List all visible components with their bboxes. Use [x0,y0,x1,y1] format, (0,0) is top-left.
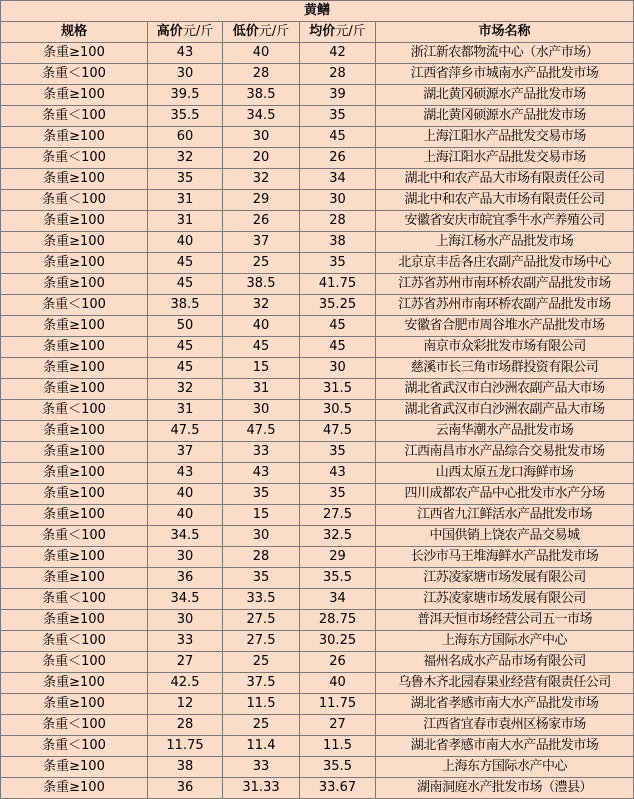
cell-high-price: 47.5 [148,421,223,442]
cell-spec: 条重≥100 [1,43,148,64]
cell-market: 云南华潮水产品批发市场 [376,421,634,442]
header-low-price-unit: 元/斤 [258,24,290,39]
cell-low-price: 35 [223,568,300,589]
cell-high-price: 11.75 [148,736,223,757]
cell-spec: 条重≥100 [1,568,148,589]
cell-low-price: 15 [223,358,300,379]
cell-high-price: 35.5 [148,106,223,127]
cell-avg-price: 40 [300,673,376,694]
cell-avg-price: 35.5 [300,568,376,589]
table-row [1,211,634,232]
cell-low-price: 40 [223,43,300,64]
cell-spec: 条重＜100 [1,631,148,652]
cell-low-price: 30 [223,400,300,421]
cell-high-price: 40 [148,232,223,253]
cell-avg-price: 30 [300,358,376,379]
cell-market: 江苏凌家塘市场发展有限公司 [376,589,634,610]
cell-avg-price: 34 [300,169,376,190]
cell-market: 南京市众彩批发市场有限公司 [376,337,634,358]
cell-low-price: 32 [223,295,300,316]
table-row [1,547,634,568]
cell-avg-price: 43 [300,463,376,484]
cell-low-price: 25 [223,652,300,673]
cell-avg-price: 42 [300,43,376,64]
cell-market: 湖北省孝感市南大水产品批发市场 [376,736,634,757]
table-row [1,358,634,379]
cell-market: 江苏凌家塘市场发展有限公司 [376,568,634,589]
cell-low-price: 28 [223,64,300,85]
table-row [1,148,634,169]
cell-high-price: 12 [148,694,223,715]
cell-spec: 条重＜100 [1,295,148,316]
cell-spec: 条重≥100 [1,358,148,379]
cell-spec: 条重≥100 [1,169,148,190]
cell-high-price: 32 [148,379,223,400]
cell-market: 上海江阳水产品批发交易市场 [376,127,634,148]
table-row [1,379,634,400]
cell-low-price: 20 [223,148,300,169]
cell-avg-price: 35.5 [300,757,376,778]
cell-market: 中国供销上饶农产品交易城 [376,526,634,547]
cell-high-price: 33 [148,631,223,652]
table-row [1,274,634,295]
cell-low-price: 37.5 [223,673,300,694]
cell-spec: 条重≥100 [1,127,148,148]
cell-avg-price: 35 [300,484,376,505]
cell-market: 北京京丰岳各庄农副产品批发市场中心 [376,253,634,274]
cell-spec: 条重≥100 [1,673,148,694]
header-market [376,22,634,43]
cell-spec: 条重＜100 [1,589,148,610]
header-row [1,22,634,43]
table-row [1,127,634,148]
cell-market: 江西南昌市水产品综合交易批发市场 [376,442,634,463]
cell-market: 四川成都农产品中心批发市水产分场 [376,484,634,505]
cell-spec: 条重＜100 [1,715,148,736]
cell-spec: 条重≥100 [1,232,148,253]
table-row [1,106,634,127]
cell-avg-price: 29 [300,547,376,568]
table-body [1,1,634,799]
cell-high-price: 36 [148,568,223,589]
cell-market: 福州名成水产品市场有限公司 [376,652,634,673]
cell-avg-price: 39 [300,85,376,106]
table-row [1,253,634,274]
cell-high-price: 43 [148,463,223,484]
cell-spec: 条重≥100 [1,694,148,715]
cell-high-price: 38.5 [148,295,223,316]
cell-market: 乌鲁木齐北园春果业经营有限责任公司 [376,673,634,694]
table-row [1,694,634,715]
title-row [1,1,634,22]
cell-avg-price: 11.5 [300,736,376,757]
cell-high-price: 36 [148,778,223,799]
cell-spec: 条重＜100 [1,148,148,169]
cell-avg-price: 45 [300,127,376,148]
cell-spec: 条重＜100 [1,106,148,127]
cell-high-price: 40 [148,484,223,505]
cell-high-price: 28 [148,715,223,736]
table-row [1,43,634,64]
cell-market: 江西省宜春市袁州区杨家市场 [376,715,634,736]
cell-high-price: 31 [148,190,223,211]
table-row [1,568,634,589]
cell-avg-price: 35 [300,442,376,463]
table-row [1,631,634,652]
header-low-price-label: 低价 [232,24,259,39]
cell-avg-price: 35.25 [300,295,376,316]
cell-avg-price: 28 [300,64,376,85]
cell-avg-price: 47.5 [300,421,376,442]
table-row [1,190,634,211]
cell-spec: 条重≥100 [1,379,148,400]
cell-high-price: 32 [148,148,223,169]
cell-spec: 条重≥100 [1,253,148,274]
cell-low-price: 35 [223,484,300,505]
cell-avg-price: 41.75 [300,274,376,295]
cell-high-price: 60 [148,127,223,148]
table-title: 黄鳝 [1,1,634,22]
cell-low-price: 25 [223,715,300,736]
header-high-price-label: 高价 [156,24,183,39]
cell-high-price: 39.5 [148,85,223,106]
cell-low-price: 47.5 [223,421,300,442]
header-avg-price [300,22,376,43]
cell-high-price: 27 [148,652,223,673]
cell-market: 湖北黄冈硕源水产品批发市场 [376,106,634,127]
cell-low-price: 37 [223,232,300,253]
cell-market: 慈溪市长三角市场群投资有限公司 [376,358,634,379]
cell-spec: 条重≥100 [1,85,148,106]
cell-spec: 条重≥100 [1,442,148,463]
cell-avg-price: 33.67 [300,778,376,799]
cell-low-price: 32 [223,169,300,190]
cell-spec: 条重≥100 [1,274,148,295]
cell-high-price: 34.5 [148,526,223,547]
cell-spec: 条重≥100 [1,547,148,568]
cell-market: 湖南洞庭水产批发市场（澧县） [376,778,634,799]
cell-avg-price: 27 [300,715,376,736]
cell-low-price: 15 [223,505,300,526]
cell-spec: 条重＜100 [1,652,148,673]
cell-spec: 条重≥100 [1,463,148,484]
cell-market: 安徽省安庆市皖宜季牛水产养殖公司 [376,211,634,232]
cell-spec: 条重≥100 [1,610,148,631]
header-high-price [148,22,223,43]
header-avg-price-label: 均价 [309,24,336,39]
header-high-price-unit: 元/斤 [182,24,214,39]
cell-high-price: 30 [148,547,223,568]
cell-high-price: 43 [148,43,223,64]
cell-low-price: 43 [223,463,300,484]
cell-market: 上海东方国际水产中心 [376,757,634,778]
cell-market: 上海东方国际水产中心 [376,631,634,652]
cell-market: 湖北省孝感市南大水产品批发市场 [376,694,634,715]
cell-market: 山西太原五龙口海鲜市场 [376,463,634,484]
cell-market: 湖北省武汉市白沙洲农副产品大市场 [376,379,634,400]
cell-avg-price: 32.5 [300,526,376,547]
cell-low-price: 27.5 [223,610,300,631]
cell-spec: 条重≥100 [1,316,148,337]
table-row [1,715,634,736]
table-row [1,736,634,757]
cell-avg-price: 45 [300,337,376,358]
cell-high-price: 35 [148,169,223,190]
cell-spec: 条重≥100 [1,421,148,442]
cell-low-price: 38.5 [223,85,300,106]
header-avg-price-unit: 元/斤 [335,24,366,39]
cell-low-price: 33 [223,757,300,778]
cell-high-price: 31 [148,211,223,232]
cell-low-price: 33.5 [223,589,300,610]
cell-market: 湖北黄冈硕源水产品批发市场 [376,85,634,106]
cell-spec: 条重＜100 [1,64,148,85]
cell-spec: 条重≥100 [1,505,148,526]
cell-avg-price: 28 [300,211,376,232]
cell-high-price: 31 [148,400,223,421]
cell-low-price: 33 [223,442,300,463]
cell-high-price: 45 [148,253,223,274]
cell-avg-price: 28.75 [300,610,376,631]
cell-high-price: 42.5 [148,673,223,694]
cell-avg-price: 34 [300,589,376,610]
cell-high-price: 45 [148,274,223,295]
cell-market: 长沙市马王堆海鲜水产品批发市场 [376,547,634,568]
header-spec [1,22,148,43]
cell-avg-price: 26 [300,148,376,169]
cell-spec: 条重＜100 [1,526,148,547]
cell-high-price: 45 [148,337,223,358]
cell-market: 江苏省苏州市南环桥农副产品批发市场 [376,295,634,316]
cell-avg-price: 26 [300,652,376,673]
header-low-price [223,22,300,43]
cell-low-price: 11.4 [223,736,300,757]
cell-high-price: 30 [148,610,223,631]
cell-avg-price: 35 [300,106,376,127]
table-row [1,232,634,253]
cell-spec: 条重≥100 [1,337,148,358]
table-row [1,673,634,694]
table-row [1,337,634,358]
table-row [1,64,634,85]
cell-high-price: 38 [148,757,223,778]
cell-avg-price: 30 [300,190,376,211]
table-row [1,652,634,673]
cell-market: 江苏省苏州市南环桥农副产品批发市场 [376,274,634,295]
cell-low-price: 31.33 [223,778,300,799]
cell-low-price: 38.5 [223,274,300,295]
table-row [1,778,634,799]
cell-avg-price: 31.5 [300,379,376,400]
cell-avg-price: 30.25 [300,631,376,652]
cell-avg-price: 45 [300,316,376,337]
cell-low-price: 45 [223,337,300,358]
cell-low-price: 27.5 [223,631,300,652]
cell-market: 安徽省合肥市周谷堆水产品批发市场 [376,316,634,337]
cell-market: 上海江杨水产品批发市场 [376,232,634,253]
cell-avg-price: 11.75 [300,694,376,715]
cell-market: 湖北中和农产品大市场有限责任公司 [376,169,634,190]
cell-avg-price: 27.5 [300,505,376,526]
cell-market: 江西省九江鲜活水产品批发市场 [376,505,634,526]
table-row [1,169,634,190]
cell-spec: 条重≥100 [1,778,148,799]
cell-market: 湖北省武汉市白沙洲农副产品大市场 [376,400,634,421]
cell-avg-price: 30.5 [300,400,376,421]
cell-low-price: 26 [223,211,300,232]
cell-market: 上海江阳水产品批发交易市场 [376,148,634,169]
table-row [1,442,634,463]
cell-market: 江西省萍乡市城南水产品批发市场 [376,64,634,85]
cell-low-price: 31 [223,379,300,400]
table-row [1,757,634,778]
table-row [1,400,634,421]
cell-low-price: 40 [223,316,300,337]
table-row [1,421,634,442]
cell-high-price: 30 [148,64,223,85]
cell-low-price: 28 [223,547,300,568]
cell-high-price: 40 [148,505,223,526]
cell-low-price: 30 [223,526,300,547]
header-spec-label: 规格 [60,24,87,39]
cell-high-price: 34.5 [148,589,223,610]
table-row [1,463,634,484]
cell-spec: 条重＜100 [1,400,148,421]
cell-spec: 条重＜100 [1,736,148,757]
table-row [1,484,634,505]
table-row [1,316,634,337]
table-row [1,526,634,547]
table-row [1,610,634,631]
cell-market: 浙江新农都物流中心（水产市场） [376,43,634,64]
table-row [1,85,634,106]
table-row [1,295,634,316]
cell-low-price: 30 [223,127,300,148]
cell-market: 湖北中和农产品大市场有限责任公司 [376,190,634,211]
cell-low-price: 25 [223,253,300,274]
cell-spec: 条重≥100 [1,757,148,778]
cell-low-price: 11.5 [223,694,300,715]
cell-high-price: 45 [148,358,223,379]
cell-avg-price: 38 [300,232,376,253]
cell-high-price: 50 [148,316,223,337]
cell-high-price: 37 [148,442,223,463]
header-market-label: 市场名称 [478,24,531,39]
cell-market: 普洱天恒市场经营公司五一市场 [376,610,634,631]
cell-spec: 条重≥100 [1,484,148,505]
table-row [1,505,634,526]
cell-spec: 条重＜100 [1,190,148,211]
table-row [1,589,634,610]
cell-low-price: 29 [223,190,300,211]
cell-spec: 条重≥100 [1,211,148,232]
cell-low-price: 34.5 [223,106,300,127]
cell-avg-price: 35 [300,253,376,274]
